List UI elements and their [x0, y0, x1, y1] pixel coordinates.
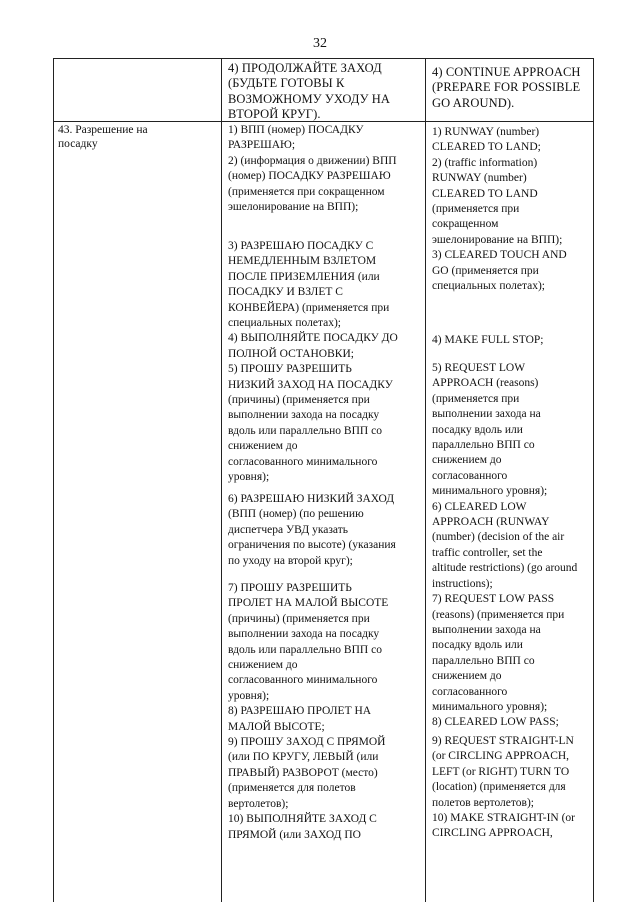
continue-approach-en: 4) CONTINUE APPROACH (PREPARE FOR POSSIBLE GO AROUND). — [432, 65, 581, 110]
landing-en-3: 5) REQUEST LOW APPROACH (reasons) (применяется при выполнении захода на посадку вдоль или параллельно ВПП со снижением до согласованного минимального уровня); 6) CLEARED LOW APPROACH (RUNWAY (number) (decision of the air traffic controller, set the altitude restrictions) (go around instructions); 7) REQUEST LOW PASS (reasons) (применяется при выполнении захода на посадку вдоль или параллельно ВПП со снижением до согласованного минимального уровня); 8) CLEARED LOW PASS; — [432, 362, 578, 729]
landing-ru-4: 7) ПРОШУ РАЗРЕШИТЬ ПРОЛЕТ НА МАЛОЙ ВЫСОТЕ (причины) (применяется при выполнении захода на посадку вдоль или параллельно ВПП со снижением до согласованного минимального уровня); 8) РАЗРЕШАЮ ПРОЛЕТ НА МАЛОЙ ВЫСОТЕ; 9) ПРОШУ ЗАХОД С ПРЯМОЙ (или ПО КРУГУ, ЛЕВЫЙ (или ПРАВЫЙ) РАЗВОРОТ (место) (применяется для полетов вертолетов); 10) ВЫПОЛНЯЙТЕ ЗАХОД С ПРЯМОЙ (или ЗАХОД ПО — [228, 582, 389, 841]
continue-approach-ru: 4) ПРОДОЛЖАЙТЕ ЗАХОД (БУДЬТЕ ГОТОВЫ К ВОЗМОЖНОМУ УХОДУ НА ВТОРОЙ КРУГ). — [228, 61, 391, 122]
phraseology-table — [53, 58, 594, 902]
landing-ru-2: 3) РАЗРЕШАЮ ПОСАДКУ С НЕМЕДЛЕННЫМ ВЗЛЕТОМ ПОСЛЕ ПРИЗЕМЛЕНИЯ (или ПОСАДКУ И ВЗЛЕТ С КОНВЕЙЕРА) (применяется при специальных полетах); 4) ВЫПОЛНЯЙТЕ ПОСАДКУ ДО ПОЛНОЙ ОСТАНОВКИ; 5) ПРОШУ РАЗРЕШИТЬ НИЗКИЙ ЗАХОД НА ПОСАДКУ (причины) (применяется при выполнении захода на посадку вдоль или параллельно ВПП со снижением до согласованного минимального уровня); — [228, 240, 398, 484]
item-43-title: 43. Разрешение на посадку — [58, 124, 148, 150]
column-divider-1 — [221, 59, 222, 902]
landing-en-4: 9) REQUEST STRAIGHT-LN (or CIRCLING APPROACH, LEFT (or RIGHT) TURN TO (location) (применяется для полетов вертолетов); 10) MAKE STRAIGHT-IN (or CIRCLING APPROACH, — [432, 735, 575, 840]
page-number: 32 — [313, 36, 327, 51]
landing-ru-1: 1) ВПП (номер) ПОСАДКУ РАЗРЕШАЮ; 2) (информация о движении) ВПП (номер) ПОСАДКУ РАЗРЕШАЮ (применяется при сокращенном эшелонирование на ВПП); — [228, 124, 397, 214]
column-divider-2 — [425, 59, 426, 902]
landing-en-1: 1) RUNWAY (number) CLEARED TO LAND; 2) (traffic information) RUNWAY (number) CLEARED TO LAND (применяется при сокращенном эшелонирование на ВПП); 3) CLEARED TOUCH AND GO (применяется при специальных полетах); — [432, 126, 567, 293]
landing-ru-3: 6) РАЗРЕШАЮ НИЗКИЙ ЗАХОД (ВПП (номер) (по решению диспетчера УВД указать ограничения по высоте) (указания по уходу на второй круг); — [228, 493, 396, 567]
landing-en-2: 4) MAKE FULL STOP; — [432, 334, 544, 346]
